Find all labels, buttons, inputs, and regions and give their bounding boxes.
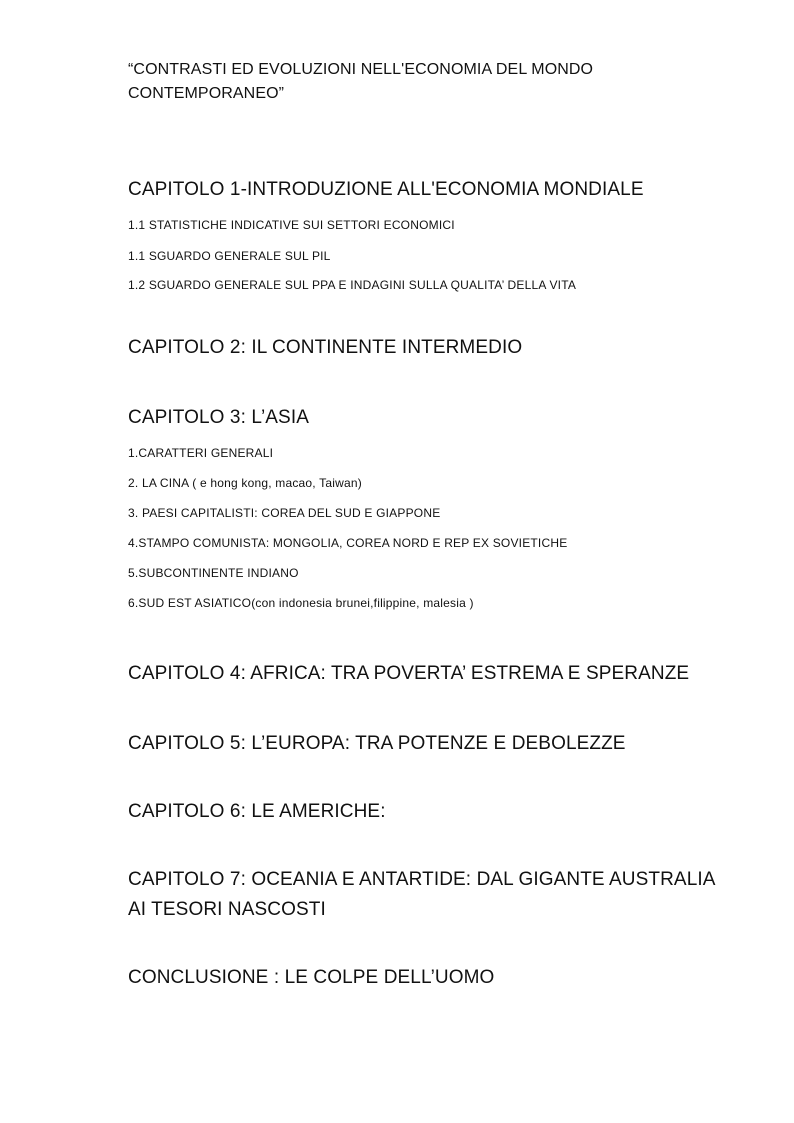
chapter-3-item: 3. PAESI CAPITALISTI: COREA DEL SUD E GIAPPONE xyxy=(128,506,441,520)
chapter-3-item: 1.CARATTERI GENERALI xyxy=(128,446,274,460)
document-title: “CONTRASTI ED EVOLUZIONI NELL'ECONOMIA DEL MONDO CONTEMPORANEO” xyxy=(128,61,594,102)
chapter-1-item: 1.1 SGUARDO GENERALE SUL PIL xyxy=(128,249,331,263)
chapter-1-item: 1.2 SGUARDO GENERALE SUL PPA E INDAGINI SULLA QUALITA’ DELLA VITA xyxy=(128,278,577,292)
chapter-3-item: 6.SUD EST ASIATICO(con indonesia brunei,filippine, malesia ) xyxy=(128,596,474,610)
chapter-3-item: 2. LA CINA ( e hong kong, macao, Taiwan) xyxy=(128,476,362,490)
chapter-2-heading: CAPITOLO 2: IL CONTINENTE INTERMEDIO xyxy=(128,337,523,358)
chapter-7-heading: CAPITOLO 7: OCEANIA E ANTARTIDE: DAL GIGANTE AUSTRALIA AI TESORI NASCOSTI xyxy=(128,869,715,920)
chapter-3-item: 4.STAMPO COMUNISTA: MONGOLIA, COREA NORD E REP EX SOVIETICHE xyxy=(128,536,568,550)
chapter-1-heading: CAPITOLO 1-INTRODUZIONE ALL'ECONOMIA MONDIALE xyxy=(128,179,644,200)
chapter-5-heading: CAPITOLO 5: L’EUROPA: TRA POTENZE E DEBOLEZZE xyxy=(128,733,626,754)
chapter-6-heading: CAPITOLO 6: LE AMERICHE: xyxy=(128,801,386,822)
conclusion-heading: CONCLUSIONE : LE COLPE DELL’UOMO xyxy=(128,967,495,988)
chapter-3-heading: CAPITOLO 3: L’ASIA xyxy=(128,407,309,428)
chapter-1-item: 1.1 STATISTICHE INDICATIVE SUI SETTORI ECONOMICI xyxy=(128,218,455,232)
chapter-3-item: 5.SUBCONTINENTE INDIANO xyxy=(128,566,299,580)
chapter-4-heading: CAPITOLO 4: AFRICA: TRA POVERTA’ ESTREMA E SPERANZE xyxy=(128,663,690,684)
